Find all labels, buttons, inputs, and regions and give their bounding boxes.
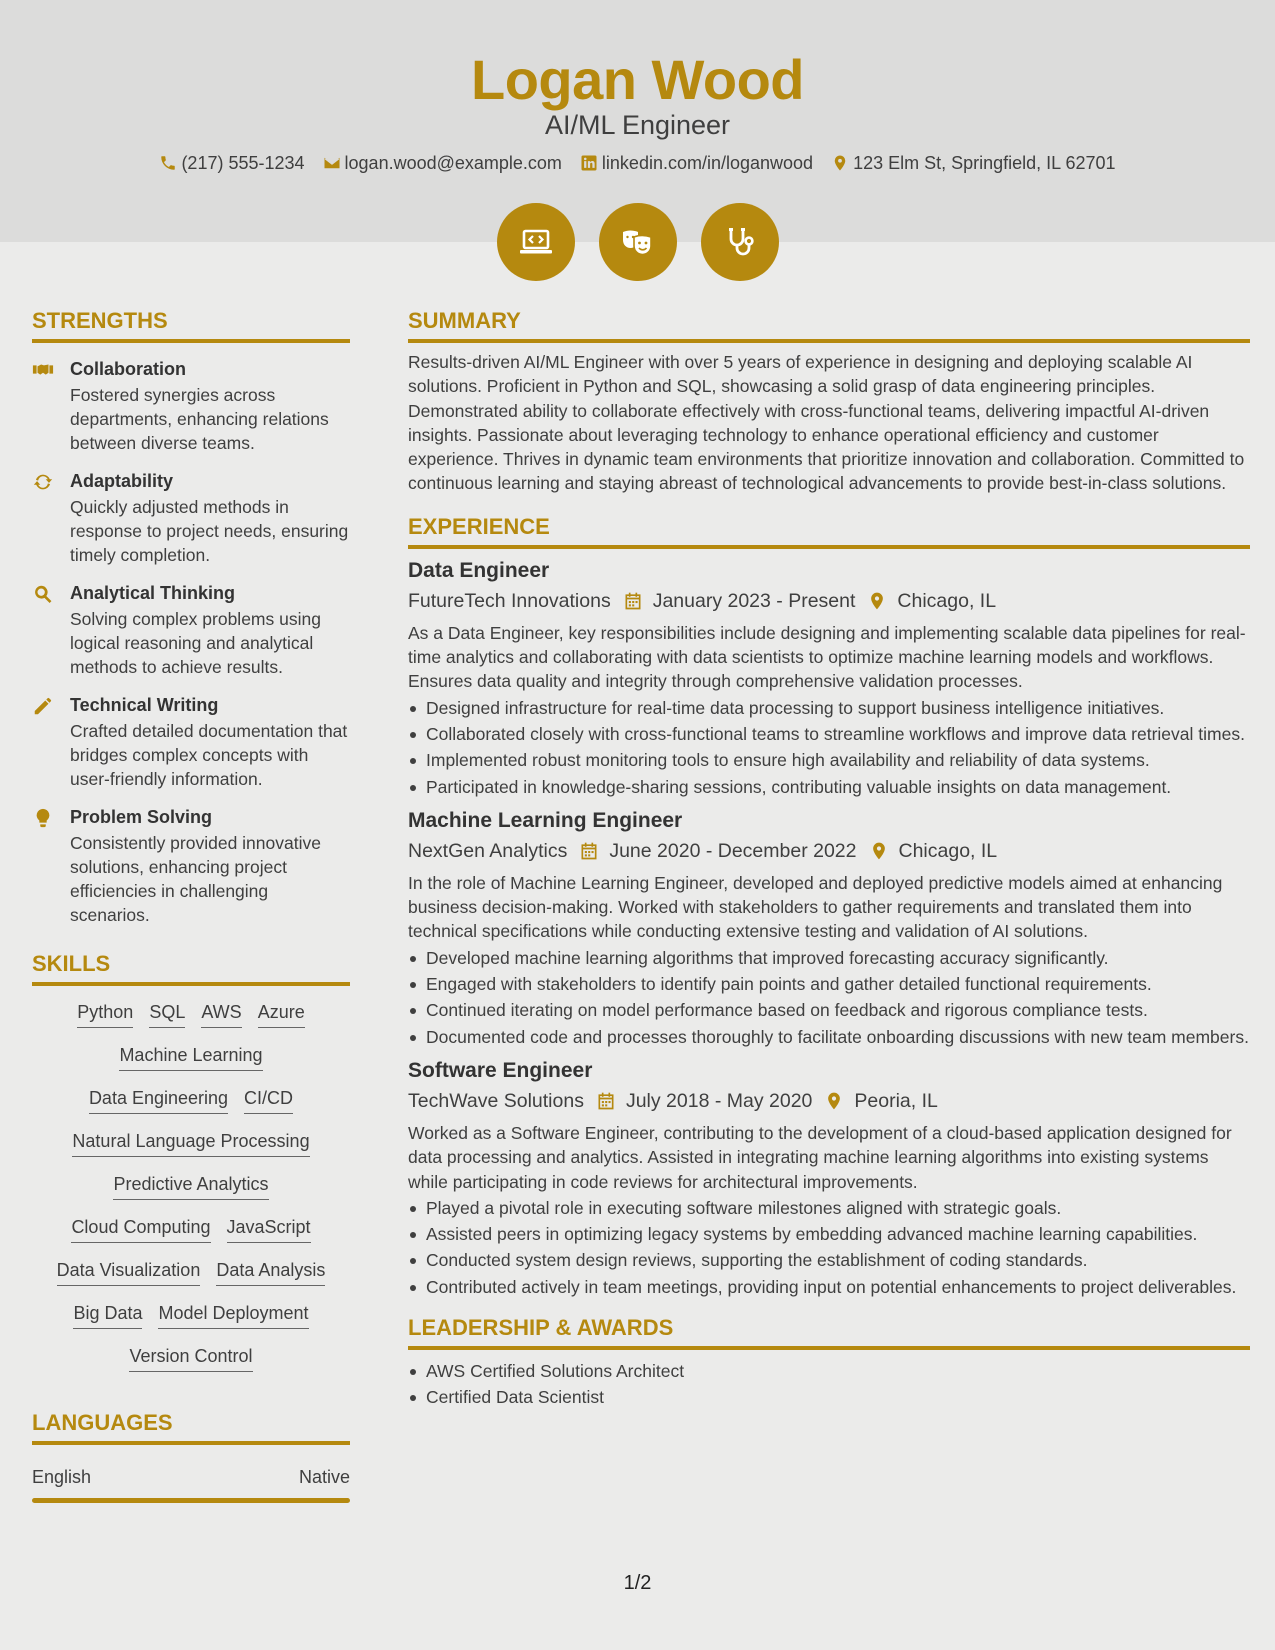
email-text: logan.wood@example.com (344, 153, 562, 173)
badge-stethoscope (701, 203, 779, 281)
strength-title: Problem Solving (70, 807, 213, 827)
award-item: Certified Data Scientist (408, 1385, 1250, 1409)
job-bullet: Documented code and processes thoroughly to facilitate onboarding discussions with new team members. (408, 1025, 1250, 1049)
linkedin-text: linkedin.com/in/loganwood (601, 153, 814, 173)
left-column (32, 306, 350, 1503)
skill-tag: Cloud Computing (71, 1215, 210, 1243)
award-item: AWS Certified Solutions Architect (408, 1359, 1250, 1383)
strength-desc: Quickly adjusted methods in response to project needs, ensuring timely completion. (70, 497, 349, 565)
job-meta (408, 837, 1250, 865)
skill-tag: Predictive Analytics (113, 1172, 268, 1200)
job-title: Machine Learning Engineer (408, 808, 683, 832)
language-item (32, 1465, 350, 1489)
strength-item (32, 693, 350, 791)
interest-badges (0, 203, 1275, 281)
job-bullet: Participated in knowledge-sharing sessions, contributing valuable insights on data management. (408, 775, 1250, 799)
skill-tag: Machine Learning (119, 1043, 262, 1071)
skill-tag: Data Visualization (57, 1258, 201, 1286)
job-company: NextGen Analytics (408, 839, 568, 862)
skill-row (32, 1172, 350, 1200)
skill-tag: JavaScript (227, 1215, 311, 1243)
skill-row (32, 1344, 350, 1372)
skills-heading: SKILLS (32, 949, 350, 986)
lightbulb-icon (32, 807, 54, 829)
skill-tag: Version Control (129, 1344, 252, 1372)
skill-tag: Data Engineering (89, 1086, 228, 1114)
address-text: 123 Elm St, Springfield, IL 62701 (853, 153, 1116, 173)
laptop-code-icon (516, 222, 556, 262)
skill-row (32, 1086, 350, 1114)
strength-desc: Consistently provided innovative solutions, enhancing project efficiencies in challenging scenarios. (70, 833, 321, 925)
strength-title: Collaboration (70, 359, 186, 379)
job-meta (408, 587, 1250, 615)
job-description: Worked as a Software Engineer, contributing to the development of a cloud-based application designed for data processing and analytics. Assisted in integrating machine learning algorithms into existing systems while participating in code reviews for architectural improvements. (408, 1122, 1232, 1192)
job-bullet: Continued iterating on model performance based on feedback and rigorous compliance tests. (408, 998, 1250, 1022)
skill-tag: Azure (258, 1000, 305, 1028)
location-pin-icon (867, 591, 887, 611)
theater-masks-icon (618, 222, 658, 262)
summary-text: Results-driven AI/ML Engineer with over 5 years of experience in designing and deploying scalable AI solutions. Proficient in Python and SQL, showcasing a solid grasp of data engineering principles. Demonstrated ability to collaborate effectively with cross-functional teams, delivering impactful AI-driven insights. Passionate about leveraging technology to enhance operational efficiency and customer experience. Thrives in dynamic team environments that prioritize innovation and collaboration. Committed to continuous learning and staying abreast of technological advancements to provide best-in-class solutions. (408, 352, 1245, 494)
location-pin-icon (824, 1091, 844, 1111)
skill-row (32, 1258, 350, 1286)
skill-tag: CI/CD (244, 1086, 293, 1114)
candidate-role: AI/ML Engineer (544, 110, 731, 140)
job-location: Chicago, IL (898, 839, 998, 862)
calendar-icon (596, 1091, 616, 1111)
job-bullet: Designed infrastructure for real-time data processing to support business intelligence initiatives. (408, 696, 1250, 720)
skill-row (32, 1000, 350, 1028)
skill-tag: Python (77, 1000, 133, 1028)
job-title: Software Engineer (408, 1058, 593, 1082)
contact-phone[interactable] (159, 151, 304, 175)
job-bullet: Implemented robust monitoring tools to ensure high availability and reliability of data systems. (408, 748, 1250, 772)
skill-tag: Natural Language Processing (72, 1129, 309, 1157)
skill-tag: Data Analysis (216, 1258, 325, 1286)
job-bullets (408, 946, 1250, 1049)
languages-heading: LANGUAGES (32, 1408, 350, 1445)
page-number: 1/2 (623, 1572, 652, 1594)
calendar-icon (623, 591, 643, 611)
envelope-icon (323, 154, 341, 172)
strength-title: Adaptability (70, 471, 174, 491)
location-pin-icon (869, 841, 889, 861)
phone-icon (159, 154, 177, 172)
badge-theater-masks (599, 203, 677, 281)
strength-item (32, 469, 350, 567)
job-location: Chicago, IL (897, 589, 997, 612)
strength-desc: Crafted detailed documentation that bridges complex concepts with user-friendly information. (70, 721, 348, 789)
skill-tag: Model Deployment (158, 1301, 308, 1329)
skill-row (32, 1043, 350, 1071)
location-pin-icon (831, 154, 849, 172)
job-company: FutureTech Innovations (408, 589, 611, 612)
language-level-bar (32, 1498, 350, 1503)
job-bullets (408, 1196, 1250, 1299)
job-dates: July 2018 - May 2020 (625, 1089, 813, 1112)
job-entry (408, 1057, 1250, 1299)
skill-tag: AWS (201, 1000, 241, 1028)
skills-list (32, 1000, 350, 1372)
right-column (408, 306, 1250, 1412)
strength-title: Analytical Thinking (70, 583, 236, 603)
job-meta (408, 1087, 1250, 1115)
job-dates: January 2023 - Present (652, 589, 856, 612)
experience-heading: EXPERIENCE (408, 512, 1250, 549)
linkedin-icon (580, 154, 598, 172)
sync-icon (32, 471, 54, 493)
job-bullet: Collaborated closely with cross-functional teams to streamline workflows and improve data retrieval times. (408, 722, 1250, 746)
strength-desc: Solving complex problems using logical reasoning and analytical methods to achieve results. (70, 609, 321, 677)
skill-tag: SQL (149, 1000, 185, 1028)
strengths-heading: STRENGTHS (32, 306, 350, 343)
contact-bar (0, 151, 1275, 175)
job-bullet: Played a pivotal role in executing software milestones aligned with strategic goals. (408, 1196, 1250, 1220)
skill-row (32, 1301, 350, 1329)
skill-row (32, 1129, 350, 1157)
contact-linkedin[interactable] (580, 151, 813, 175)
calendar-icon (579, 841, 599, 861)
job-dates: June 2020 - December 2022 (609, 839, 857, 862)
strength-item (32, 805, 350, 927)
job-bullet: Developed machine learning algorithms that improved forecasting accuracy significantly. (408, 946, 1250, 970)
handshake-icon (32, 359, 54, 381)
job-company: TechWave Solutions (408, 1089, 584, 1112)
job-bullet: Conducted system design reviews, supporting the establishment of coding standards. (408, 1248, 1250, 1272)
candidate-name: Logan Wood (471, 48, 804, 111)
job-description: In the role of Machine Learning Engineer, developed and deployed predictive models aimed at enhancing business decision-making. Worked with stakeholders to gather requirements and translated them into technical specifications while conducting extensive testing and validation of AI solutions. (408, 872, 1223, 942)
strength-item (32, 357, 350, 455)
strength-title: Technical Writing (70, 695, 219, 715)
pencil-icon (32, 695, 54, 717)
skill-tag: Big Data (73, 1301, 142, 1329)
badge-laptop-code (497, 203, 575, 281)
skill-row (32, 1215, 350, 1243)
language-level: Native (298, 1467, 350, 1487)
awards-heading: LEADERSHIP & AWARDS (408, 1313, 1250, 1350)
job-entry (408, 807, 1250, 1049)
language-name: English (32, 1467, 92, 1487)
job-title: Data Engineer (408, 558, 550, 582)
job-description: As a Data Engineer, key responsibilities include designing and implementing scalable data pipelines for real-time analytics and collaborating with data scientists to optimize machine learning models and workflows. Ensures data quality and integrity through comprehensive validation processes. (408, 622, 1246, 692)
summary-heading: SUMMARY (408, 306, 1250, 343)
search-icon (32, 583, 54, 605)
phone-text: (217) 555-1234 (181, 153, 305, 173)
stethoscope-icon (720, 222, 760, 262)
job-bullet: Assisted peers in optimizing legacy systems by embedding advanced machine learning capabilities. (408, 1222, 1250, 1246)
contact-address (831, 151, 1116, 175)
job-location: Peoria, IL (854, 1089, 938, 1112)
awards-list (408, 1359, 1250, 1410)
job-bullet: Engaged with stakeholders to identify pain points and gather detailed functional requirements. (408, 972, 1250, 996)
job-bullets (408, 696, 1250, 799)
job-entry (408, 557, 1250, 799)
strength-item (32, 581, 350, 679)
contact-email[interactable] (323, 151, 562, 175)
strength-desc: Fostered synergies across departments, enhancing relations between diverse teams. (70, 385, 329, 453)
job-bullet: Contributed actively in team meetings, providing input on potential enhancements to project deliverables. (408, 1275, 1250, 1299)
